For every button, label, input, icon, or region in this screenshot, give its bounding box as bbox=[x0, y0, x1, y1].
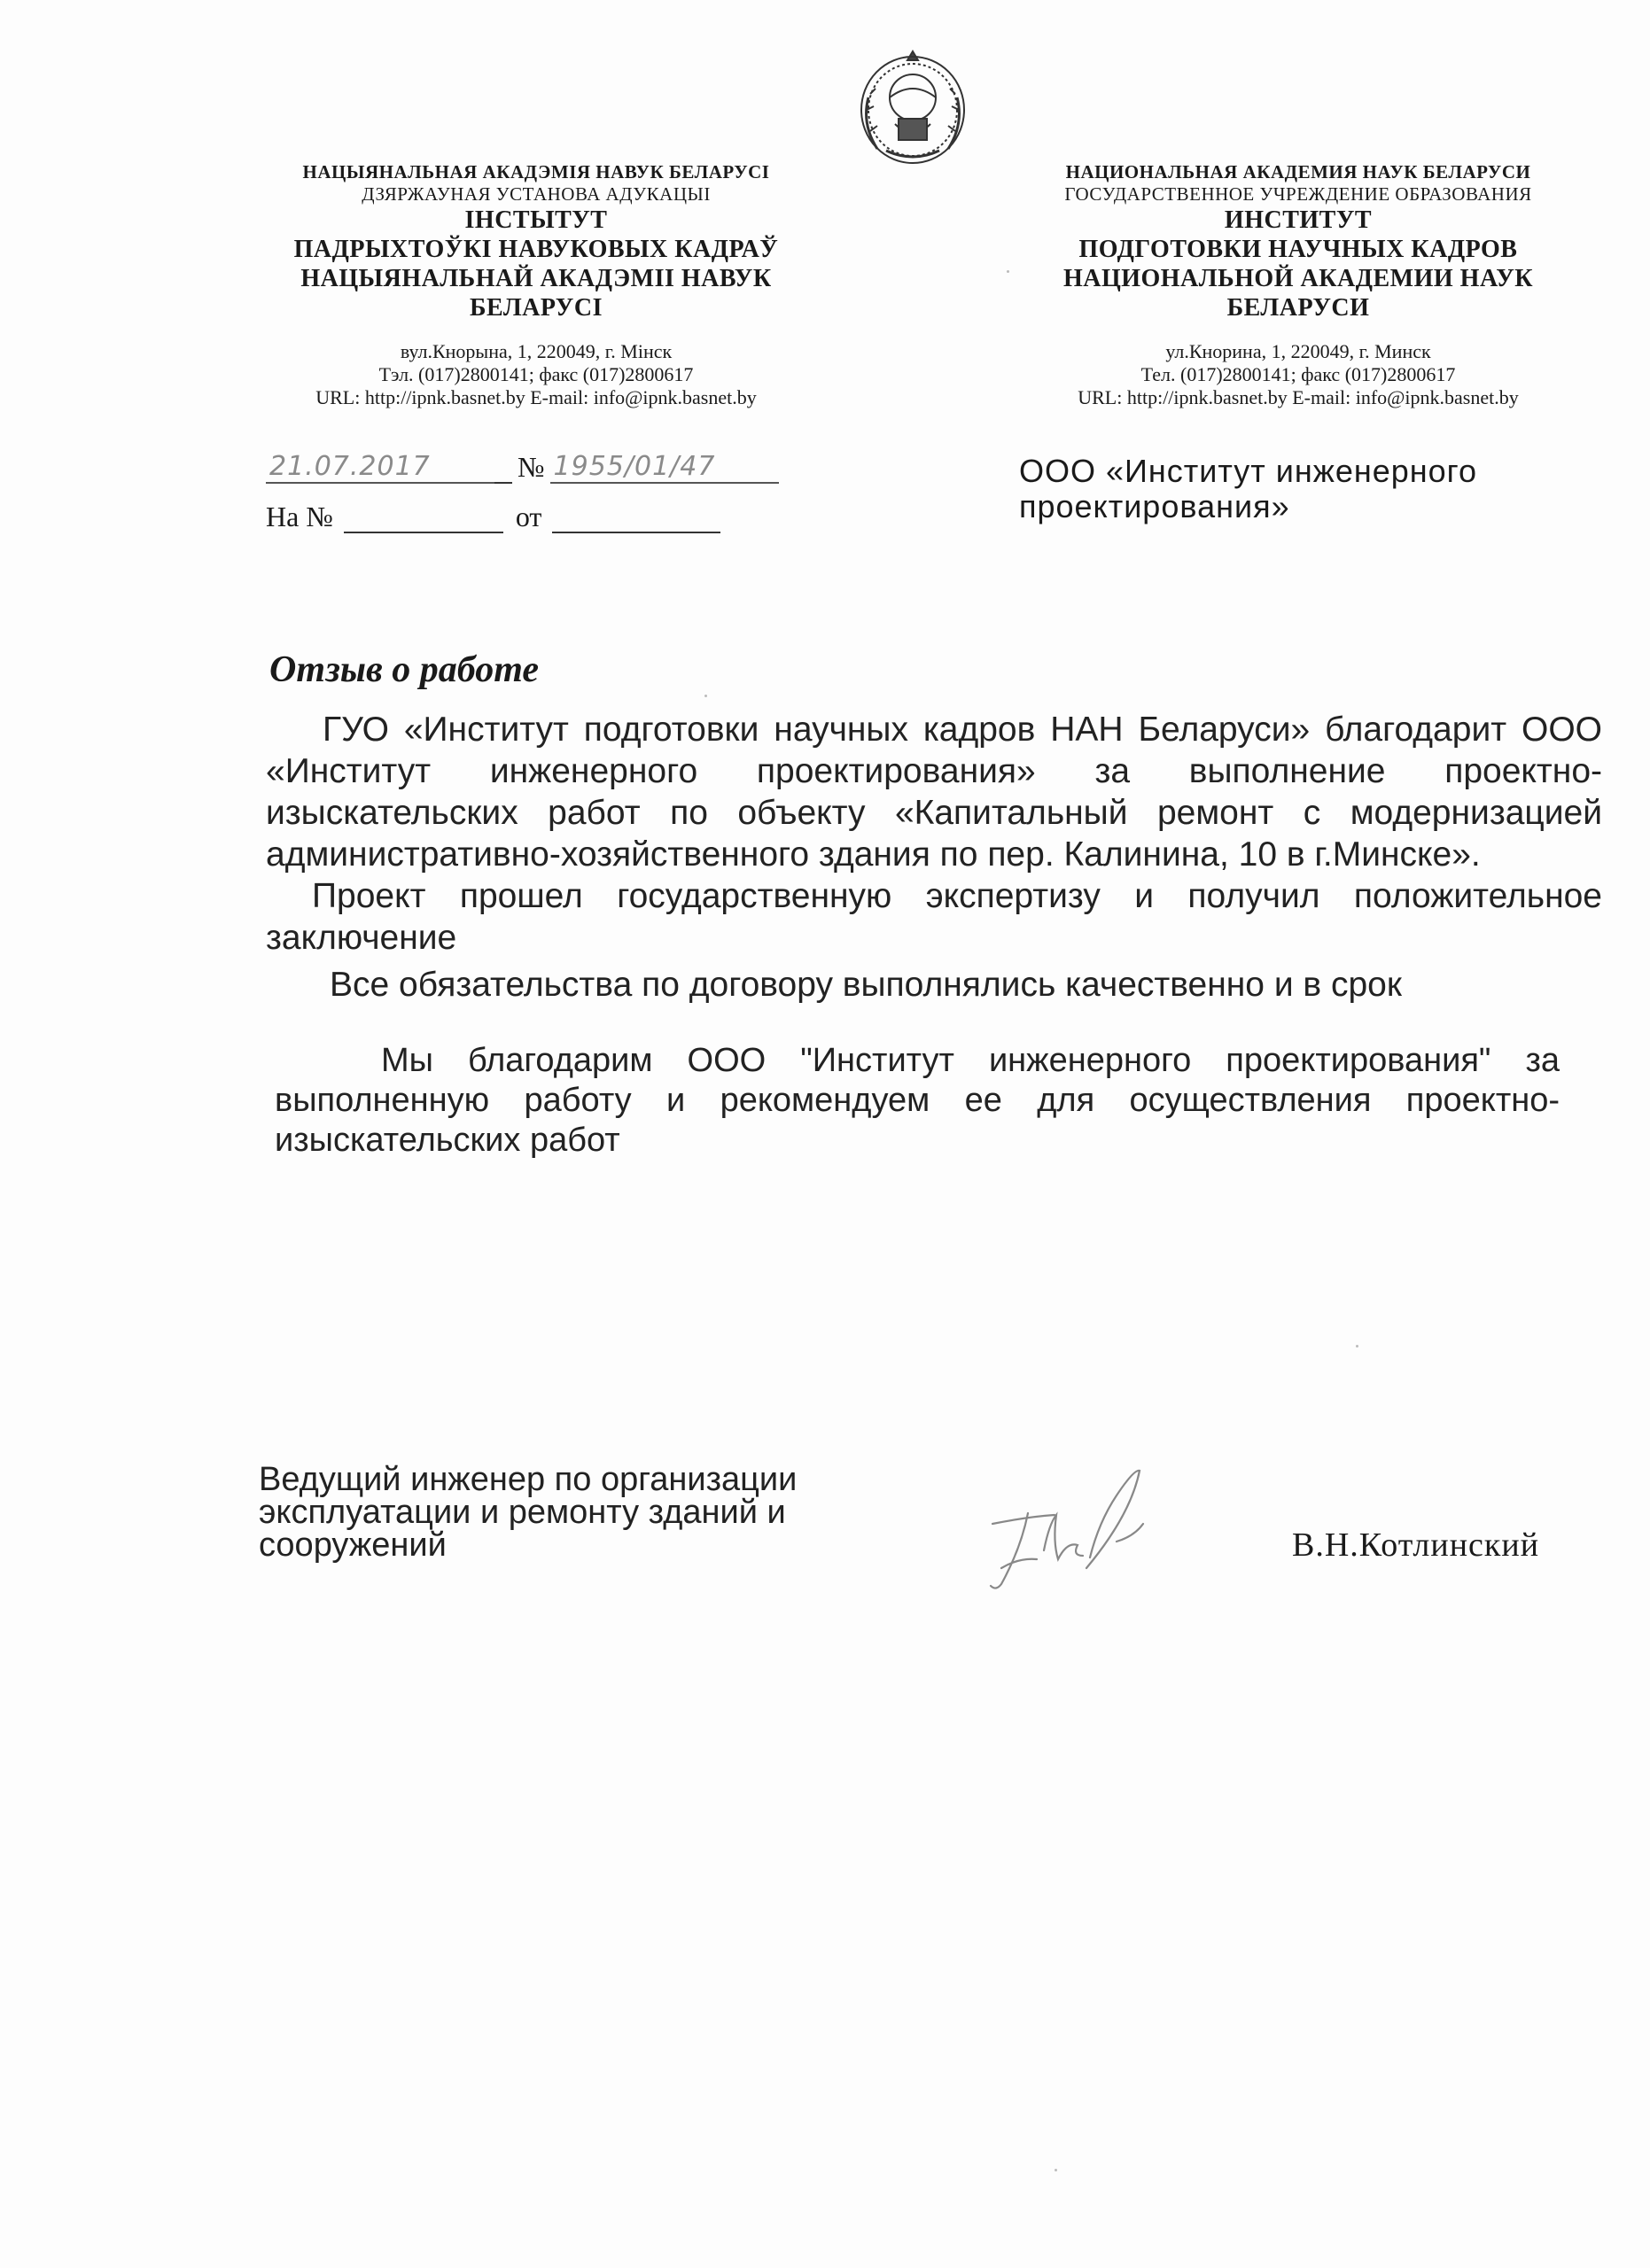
signatory-position-line1: Ведущий инженер по организации bbox=[259, 1461, 798, 1498]
scan-speck bbox=[1356, 1345, 1358, 1348]
signatory-position bbox=[259, 1461, 798, 1564]
header-right-line2: ГОСУДАРСТВЕННОЕ УЧРЕЖДЕНИЕ ОБРАЗОВАНИЯ bbox=[1064, 183, 1532, 205]
header-right-phone: Тел. (017)2800141; факс (017)2800617 bbox=[1140, 363, 1456, 386]
header-right-line4: ПОДГОТОВКИ НАУЧНЫХ КАДРОВ bbox=[1078, 235, 1518, 263]
header-right-web: URL: http://ipnk.basnet.by E-mail: info@ipnk.basnet.by bbox=[1078, 386, 1519, 409]
registration-number: 1955/01/47 bbox=[550, 451, 779, 484]
signatory-name: В.Н.Котлинский bbox=[1292, 1526, 1540, 1564]
header-right bbox=[997, 161, 1599, 410]
addressee-line1: ООО «Институт инженерного bbox=[1019, 453, 1478, 489]
header-left-line5: НАЦЫЯНАЛЬНАЙ АКАДЭМІІ НАВУК bbox=[300, 264, 772, 292]
state-emblem-icon bbox=[851, 44, 975, 168]
header-left bbox=[235, 161, 837, 410]
scan-speck bbox=[1055, 2169, 1057, 2171]
body-paragraph-2: Проект прошел государственную экспертизу и получил положительное заключение bbox=[266, 877, 1602, 957]
reply-number-label: На № bbox=[266, 501, 333, 532]
addressee-line2: проектирования» bbox=[1019, 488, 1290, 525]
header-left-address: вул.Кнорына, 1, 220049, г. Мінск bbox=[400, 339, 673, 362]
addressee bbox=[1019, 454, 1477, 525]
body-paragraph-3: Все обязательства по договору выполнялись качественно и в срок bbox=[330, 966, 1402, 1004]
scan-speck bbox=[704, 695, 707, 697]
header-right-line5: НАЦИОНАЛЬНОЙ АКАДЕМИИ НАУК bbox=[1062, 264, 1534, 292]
header-left-phone: Тэл. (017)2800141; факс (017)2800617 bbox=[378, 363, 694, 386]
handwritten-signature bbox=[975, 1462, 1205, 1604]
header-right-line3: ИНСТИТУТ bbox=[1224, 206, 1373, 234]
header-left-web: URL: http://ipnk.basnet.by E-mail: info@ipnk.basnet.by bbox=[315, 386, 757, 409]
registration-date: 21.07.2017 bbox=[266, 451, 494, 484]
header-right-line1: НАЦИОНАЛЬНАЯ АКАДЕМИЯ НАУК БЕЛАРУСИ bbox=[1065, 161, 1531, 183]
date-underline bbox=[494, 455, 512, 484]
letter-body bbox=[266, 709, 1602, 1161]
scan-speck bbox=[1007, 270, 1009, 273]
body-paragraph-1: ГУО «Институт подготовки научных кадров НАН Беларуси» благодарит ООО «Институт инженерного проектирования» за выполнение проектно-изыскательских работ по объекту «Капитальный ремонт с модернизацией административно-хозяйственного здания по пер. Калинина, 10 в г.Минске». bbox=[266, 711, 1602, 874]
header-left-line1: НАЦЫЯНАЛЬНАЯ АКАДЭМІЯ НАВУК БЕЛАРУСІ bbox=[302, 161, 770, 183]
registration-block bbox=[266, 441, 779, 533]
header-left-line6: БЕЛАРУСІ bbox=[470, 293, 603, 322]
body-paragraph-4: Мы благодарим ООО "Институт инженерного проектирования" за выполненную работу и рекомендуем ее для осуществления проектно-изыскательских работ bbox=[275, 1042, 1560, 1159]
number-label: № bbox=[518, 451, 545, 483]
header-right-line6: БЕЛАРУСИ bbox=[1226, 293, 1370, 322]
header-left-line2: ДЗЯРЖАУНАЯ УСТАНОВА АДУКАЦЫІ bbox=[362, 183, 711, 205]
reply-from-label: от bbox=[515, 501, 542, 532]
document-title: Отзыв о работе bbox=[269, 649, 539, 690]
signatory-position-line2: эксплуатации и ремонту зданий и bbox=[259, 1494, 786, 1531]
header-right-address: ул.Кнорина, 1, 220049, г. Минск bbox=[1165, 339, 1431, 362]
reply-number-blank bbox=[344, 505, 503, 533]
reply-from-blank bbox=[552, 505, 720, 533]
header-left-line4: ПАДРЫХТОЎКІ НАВУКОВЫХ КАДРАЎ bbox=[293, 235, 779, 263]
header-left-line3: ІНСТЫТУТ bbox=[464, 206, 608, 234]
signatory-position-line3: сооружений bbox=[259, 1526, 447, 1564]
